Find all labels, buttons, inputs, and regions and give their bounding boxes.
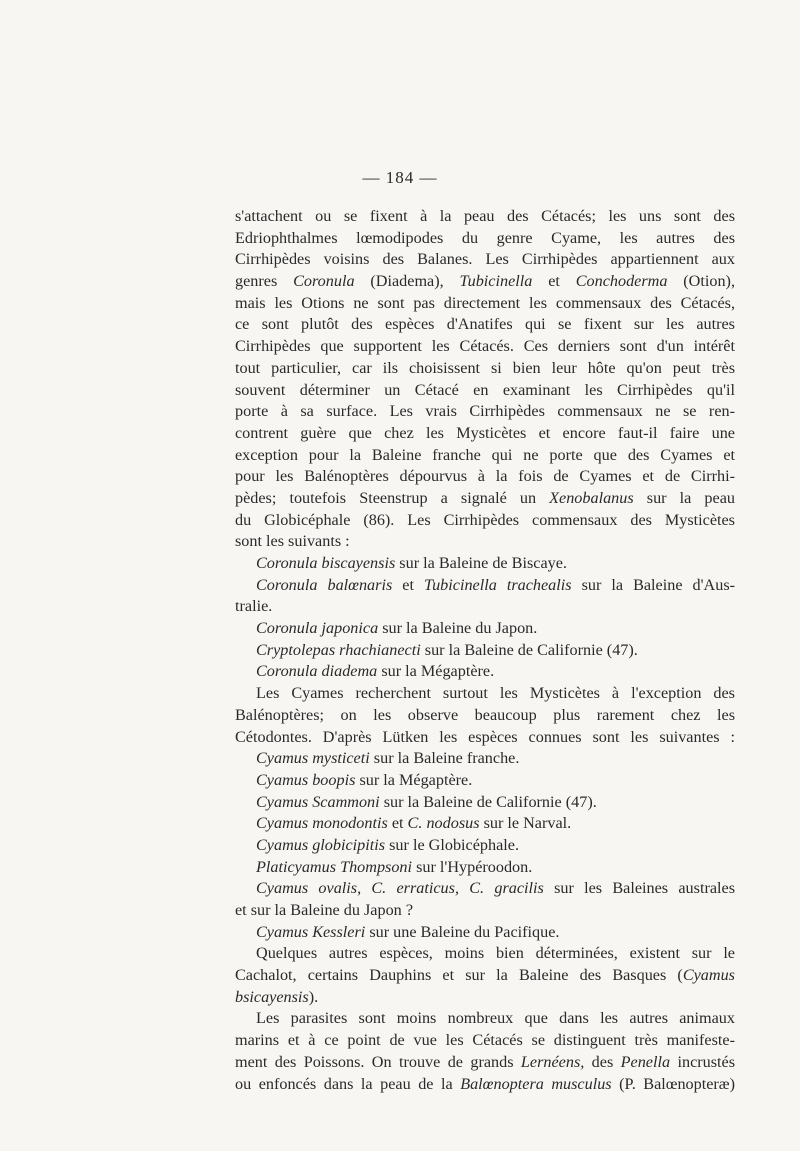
text-line (235, 380, 735, 402)
italic-text: Coronula balœnaris (256, 575, 393, 594)
text-line (235, 683, 735, 705)
body-text (235, 206, 735, 1095)
italic-text: Cyamus Kessleri (256, 922, 366, 941)
text-segment: et sur la Baleine du Japon ? (235, 901, 414, 919)
italic-text: bsicayensis (235, 987, 309, 1006)
text-segment: exception pour la Baleine franche qui ne porte que des Cyames et (235, 445, 735, 464)
page-number: — 184 — (362, 168, 438, 187)
italic-text: Lernéens, (520, 1052, 585, 1071)
text-segment: souvent déterminer un Cétacé en examinant les Cirrhipèdes qu'il (235, 380, 735, 399)
text-line (235, 618, 735, 640)
text-segment: Quelques autres espèces, moins bien déterminées, existent sur le (256, 944, 735, 963)
italic-text: Cyamus monodontis (256, 814, 388, 833)
text-segment: Les parasites sont moins nombreux que dans les autres animaux (256, 1009, 735, 1028)
text-line (235, 770, 735, 792)
text-segment: ment des Poissons. On trouve de grands (235, 1052, 521, 1071)
text-segment: sur la Baleine de Californie (47). (379, 792, 597, 811)
text-line (235, 531, 735, 553)
italic-text: Cyamus mysticeti (256, 749, 370, 768)
text-segment: sur la Baleine franche. (369, 749, 520, 768)
italic-text: C. nodosus (407, 814, 480, 833)
italic-text: Coronula diadema (256, 662, 378, 681)
text-line (235, 878, 735, 900)
text-segment: sur les Baleines australes (543, 879, 735, 898)
italic-text: Xenobalanus (549, 488, 634, 507)
text-line (235, 488, 735, 510)
text-segment: et (532, 272, 576, 291)
text-segment: Cétodontes. D'après Lütken les espèces connues sont les suivantes : (235, 727, 735, 746)
text-segment: contrent guère que chez les Mysticètes et encore faut-il faire une (235, 423, 735, 442)
text-segment: sur la Mégaptère. (355, 770, 473, 789)
text-segment: sur la peau (633, 488, 735, 507)
text-line (235, 661, 735, 683)
text-segment: pèdes; toutefois Steenstrup a signalé un (235, 488, 550, 507)
text-line (235, 510, 735, 532)
text-segment: des (584, 1052, 621, 1071)
text-segment: sur la Baleine du Japon. (378, 619, 538, 638)
text-line (235, 228, 735, 250)
text-segment: incrustés (670, 1052, 735, 1071)
text-line (235, 943, 735, 965)
text-segment: sur la Baleine d'Aus- (571, 575, 735, 594)
text-line (235, 857, 735, 879)
text-segment: (P. Balœnopteræ) (611, 1074, 735, 1093)
italic-text: Penella (620, 1052, 671, 1071)
italic-text: Coronula japonica (256, 619, 379, 638)
text-line (235, 1074, 735, 1096)
text-line (235, 466, 735, 488)
text-line (235, 987, 735, 1009)
text-segment: genres (235, 272, 294, 291)
text-segment: (Otion), (667, 272, 735, 291)
text-line (235, 792, 735, 814)
italic-text: Tubicinella (459, 272, 533, 291)
italic-text: Cryptolepas rhachianecti (256, 640, 421, 659)
text-line (235, 401, 735, 423)
text-line (235, 423, 735, 445)
text-segment: sur une Baleine du Pacifique. (365, 922, 560, 941)
text-line (235, 596, 735, 618)
text-segment: sur le Narval. (479, 814, 572, 833)
text-line (235, 445, 735, 467)
italic-text: Cyamus (682, 966, 735, 985)
italic-text: Platicyamus Thompsoni (256, 857, 413, 876)
text-segment: Les Cyames recherchent surtout les Mysticètes à l'exception des (256, 684, 735, 703)
italic-text: Cyamus ovalis, C. erraticus, C. gracilis (256, 879, 544, 898)
text-segment: Cirrhipèdes voisins des Balanes. Les Cirrhipèdes appartiennent aux (235, 250, 735, 269)
italic-text: Coronula biscayensis (256, 554, 396, 572)
italic-text: Tubicinella trachealis (423, 575, 572, 594)
text-segment: s'attachent ou se fixent à la peau des Cétacés; les uns sont des (235, 207, 735, 225)
text-line (235, 553, 735, 575)
text-line (235, 206, 735, 228)
text-segment: pour les Balénoptères dépourvus à la fois de Cyames et de Cirrhi- (235, 467, 735, 486)
text-line (235, 1052, 735, 1074)
text-line (235, 249, 735, 271)
italic-text: Cyamus Scammoni (256, 792, 380, 811)
text-line (235, 336, 735, 358)
text-line (235, 748, 735, 770)
text-segment: et (392, 575, 424, 594)
text-segment: Cirrhipèdes que supportent les Cétacés. Ces derniers sont d'un intérêt (235, 337, 735, 356)
text-segment: Balénoptères; on les observe beaucoup plus rarement chez les (235, 705, 735, 724)
text-segment: Cachalot, certains Dauphins et sur la Baleine des Basques ( (235, 966, 683, 985)
text-line (235, 900, 735, 922)
italic-text: Coronula (293, 272, 355, 291)
text-line (235, 640, 735, 662)
text-segment: sur la Mégaptère. (377, 662, 495, 681)
text-line (235, 293, 735, 315)
text-segment: ). (308, 987, 319, 1006)
text-line (235, 813, 735, 835)
text-line (235, 1008, 735, 1030)
text-segment: ou enfoncés dans la peau de la (235, 1074, 461, 1093)
text-segment: et (387, 814, 408, 833)
text-segment: sur la Baleine de Biscaye. (395, 554, 567, 572)
text-segment: mais les Otions ne sont pas directement les commensaux des Cétacés, (235, 293, 735, 312)
text-segment: porte à sa surface. Les vrais Cirrhipèdes commensaux ne se ren- (235, 402, 735, 421)
text-segment: (Diadema), (354, 272, 460, 291)
text-line (235, 271, 735, 293)
text-line (235, 922, 735, 944)
text-segment: tout particulier, car ils choisissent si bien leur hôte qu'on peut très (235, 358, 735, 377)
text-segment: tralie. (235, 597, 273, 616)
text-line (235, 1030, 735, 1052)
text-segment: marins et à ce point de vue les Cétacés se distinguent très manifeste- (235, 1031, 735, 1050)
italic-text: Conchoderma (575, 272, 668, 291)
text-segment: sur le Globicéphale. (385, 835, 520, 854)
text-line (235, 705, 735, 727)
text-line (235, 727, 735, 749)
text-segment: sur l'Hypéroodon. (412, 857, 533, 876)
text-line (235, 575, 735, 597)
text-line (235, 314, 735, 336)
text-segment: sur la Baleine de Californie (47). (420, 640, 638, 659)
text-line (235, 835, 735, 857)
text-line (235, 358, 735, 380)
text-segment: sont les suivants : (235, 532, 350, 551)
text-segment: du Globicéphale (86). Les Cirrhipèdes commensaux des Mysticètes (235, 510, 735, 529)
italic-text: Balœnoptera musculus (460, 1074, 612, 1093)
italic-text: Cyamus boopis (256, 770, 356, 789)
text-line (235, 965, 735, 987)
italic-text: Cyamus globicipitis (256, 835, 386, 854)
text-segment: ce sont plutôt des espèces d'Anatifes qui se fixent sur les autres (235, 315, 735, 334)
text-segment: Edriophthalmes lœmodipodes du genre Cyame, les autres des (235, 228, 735, 247)
